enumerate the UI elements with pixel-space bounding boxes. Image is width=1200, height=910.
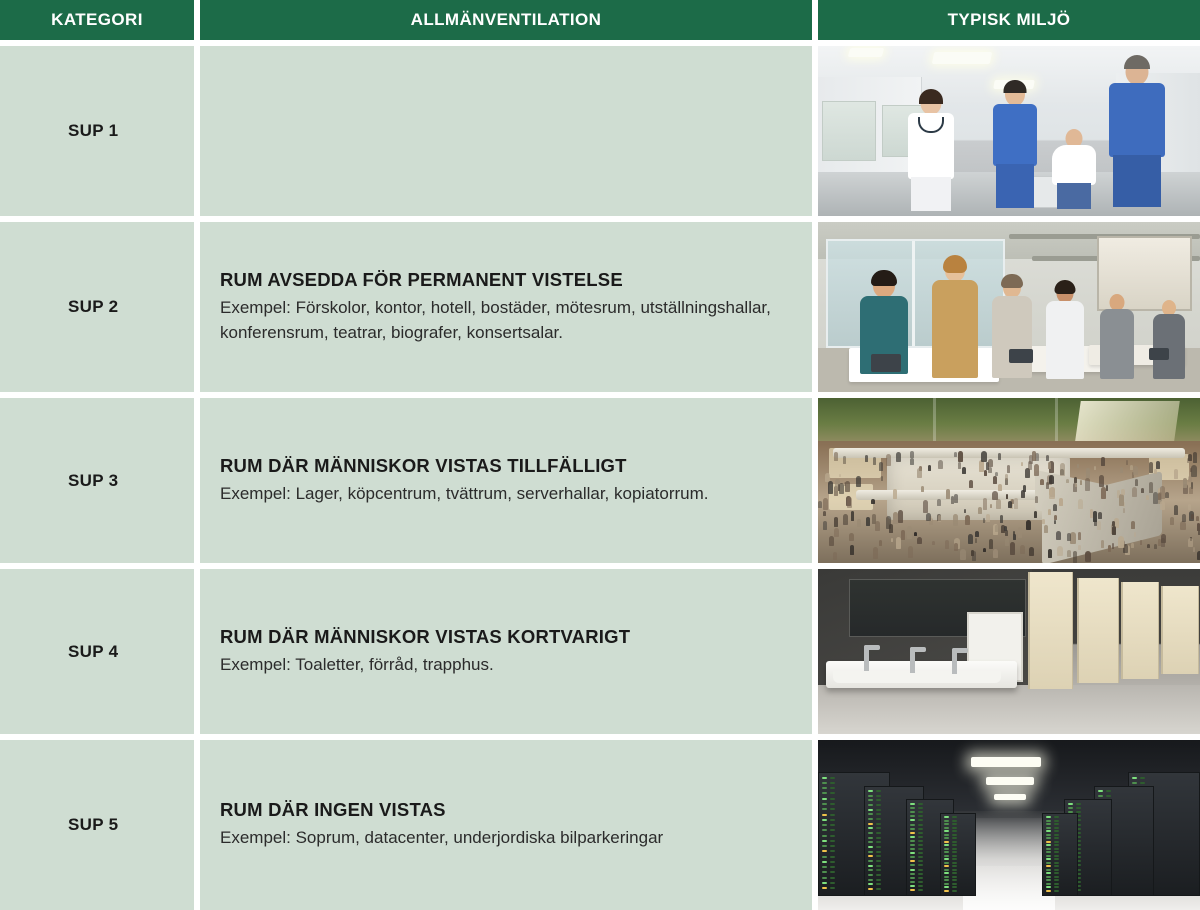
description-body: Exempel: Lager, köpcentrum, tvättrum, serverhallar, kopiatorrum. (220, 483, 709, 503)
description-cell (200, 740, 812, 910)
shopping-mall-illustration (818, 398, 1200, 563)
description-body: Exempel: Soprum, datacenter, underjordiska bilparkeringar (220, 828, 664, 848)
category-label: SUP 4 (68, 641, 119, 661)
category-cell (0, 398, 194, 563)
column-header-typisk-miljo: TYPISK MILJÖ (818, 0, 1200, 40)
environment-image-office (818, 222, 1200, 392)
data-center-illustration (818, 740, 1200, 910)
category-cell (0, 569, 194, 734)
category-cell (0, 46, 194, 216)
public-restroom-illustration (818, 569, 1200, 734)
environment-image-hospital (818, 46, 1200, 216)
environment-image-mall (818, 398, 1200, 563)
description-body: Exempel: Toaletter, förråd, trapphus. (220, 654, 494, 674)
column-header-allmanventilation: ALLMÄNVENTILATION (200, 0, 812, 40)
description-cell (200, 569, 812, 734)
category-cell (0, 740, 194, 910)
table-row (0, 740, 1200, 910)
description-cell (200, 46, 812, 216)
category-label: SUP 5 (68, 815, 119, 834)
category-label: SUP 1 (68, 121, 119, 140)
description-cell (200, 398, 812, 563)
description-cell (200, 222, 812, 392)
table-row (0, 222, 1200, 392)
description-title: RUM DÄR MÄNNISKOR VISTAS TILLFÄLLIGT (220, 454, 627, 476)
open-office-illustration (818, 222, 1200, 392)
table-row (0, 46, 1200, 216)
category-label: SUP 2 (68, 297, 119, 316)
category-label: SUP 3 (68, 470, 119, 490)
description-title: RUM AVSEDDA FÖR PERMANENT VISTELSE (220, 269, 623, 291)
description-body: Exempel: Förskolor, kontor, hotell, bostäder, mötesrum, utställningshallar, konferensrum, teatrar, biografer, konsertsalar. (220, 298, 771, 342)
environment-image-datacenter (818, 740, 1200, 910)
description-title: RUM DÄR INGEN VISTAS (220, 799, 446, 821)
hospital-corridor-illustration (818, 46, 1200, 216)
table-row (0, 569, 1200, 734)
environment-image-restroom (818, 569, 1200, 734)
column-header-kategori: KATEGORI (0, 0, 194, 40)
table-header-row (0, 0, 1200, 40)
table-row (0, 398, 1200, 563)
description-title: RUM DÄR MÄNNISKOR VISTAS KORTVARIGT (220, 625, 631, 647)
category-cell (0, 222, 194, 392)
